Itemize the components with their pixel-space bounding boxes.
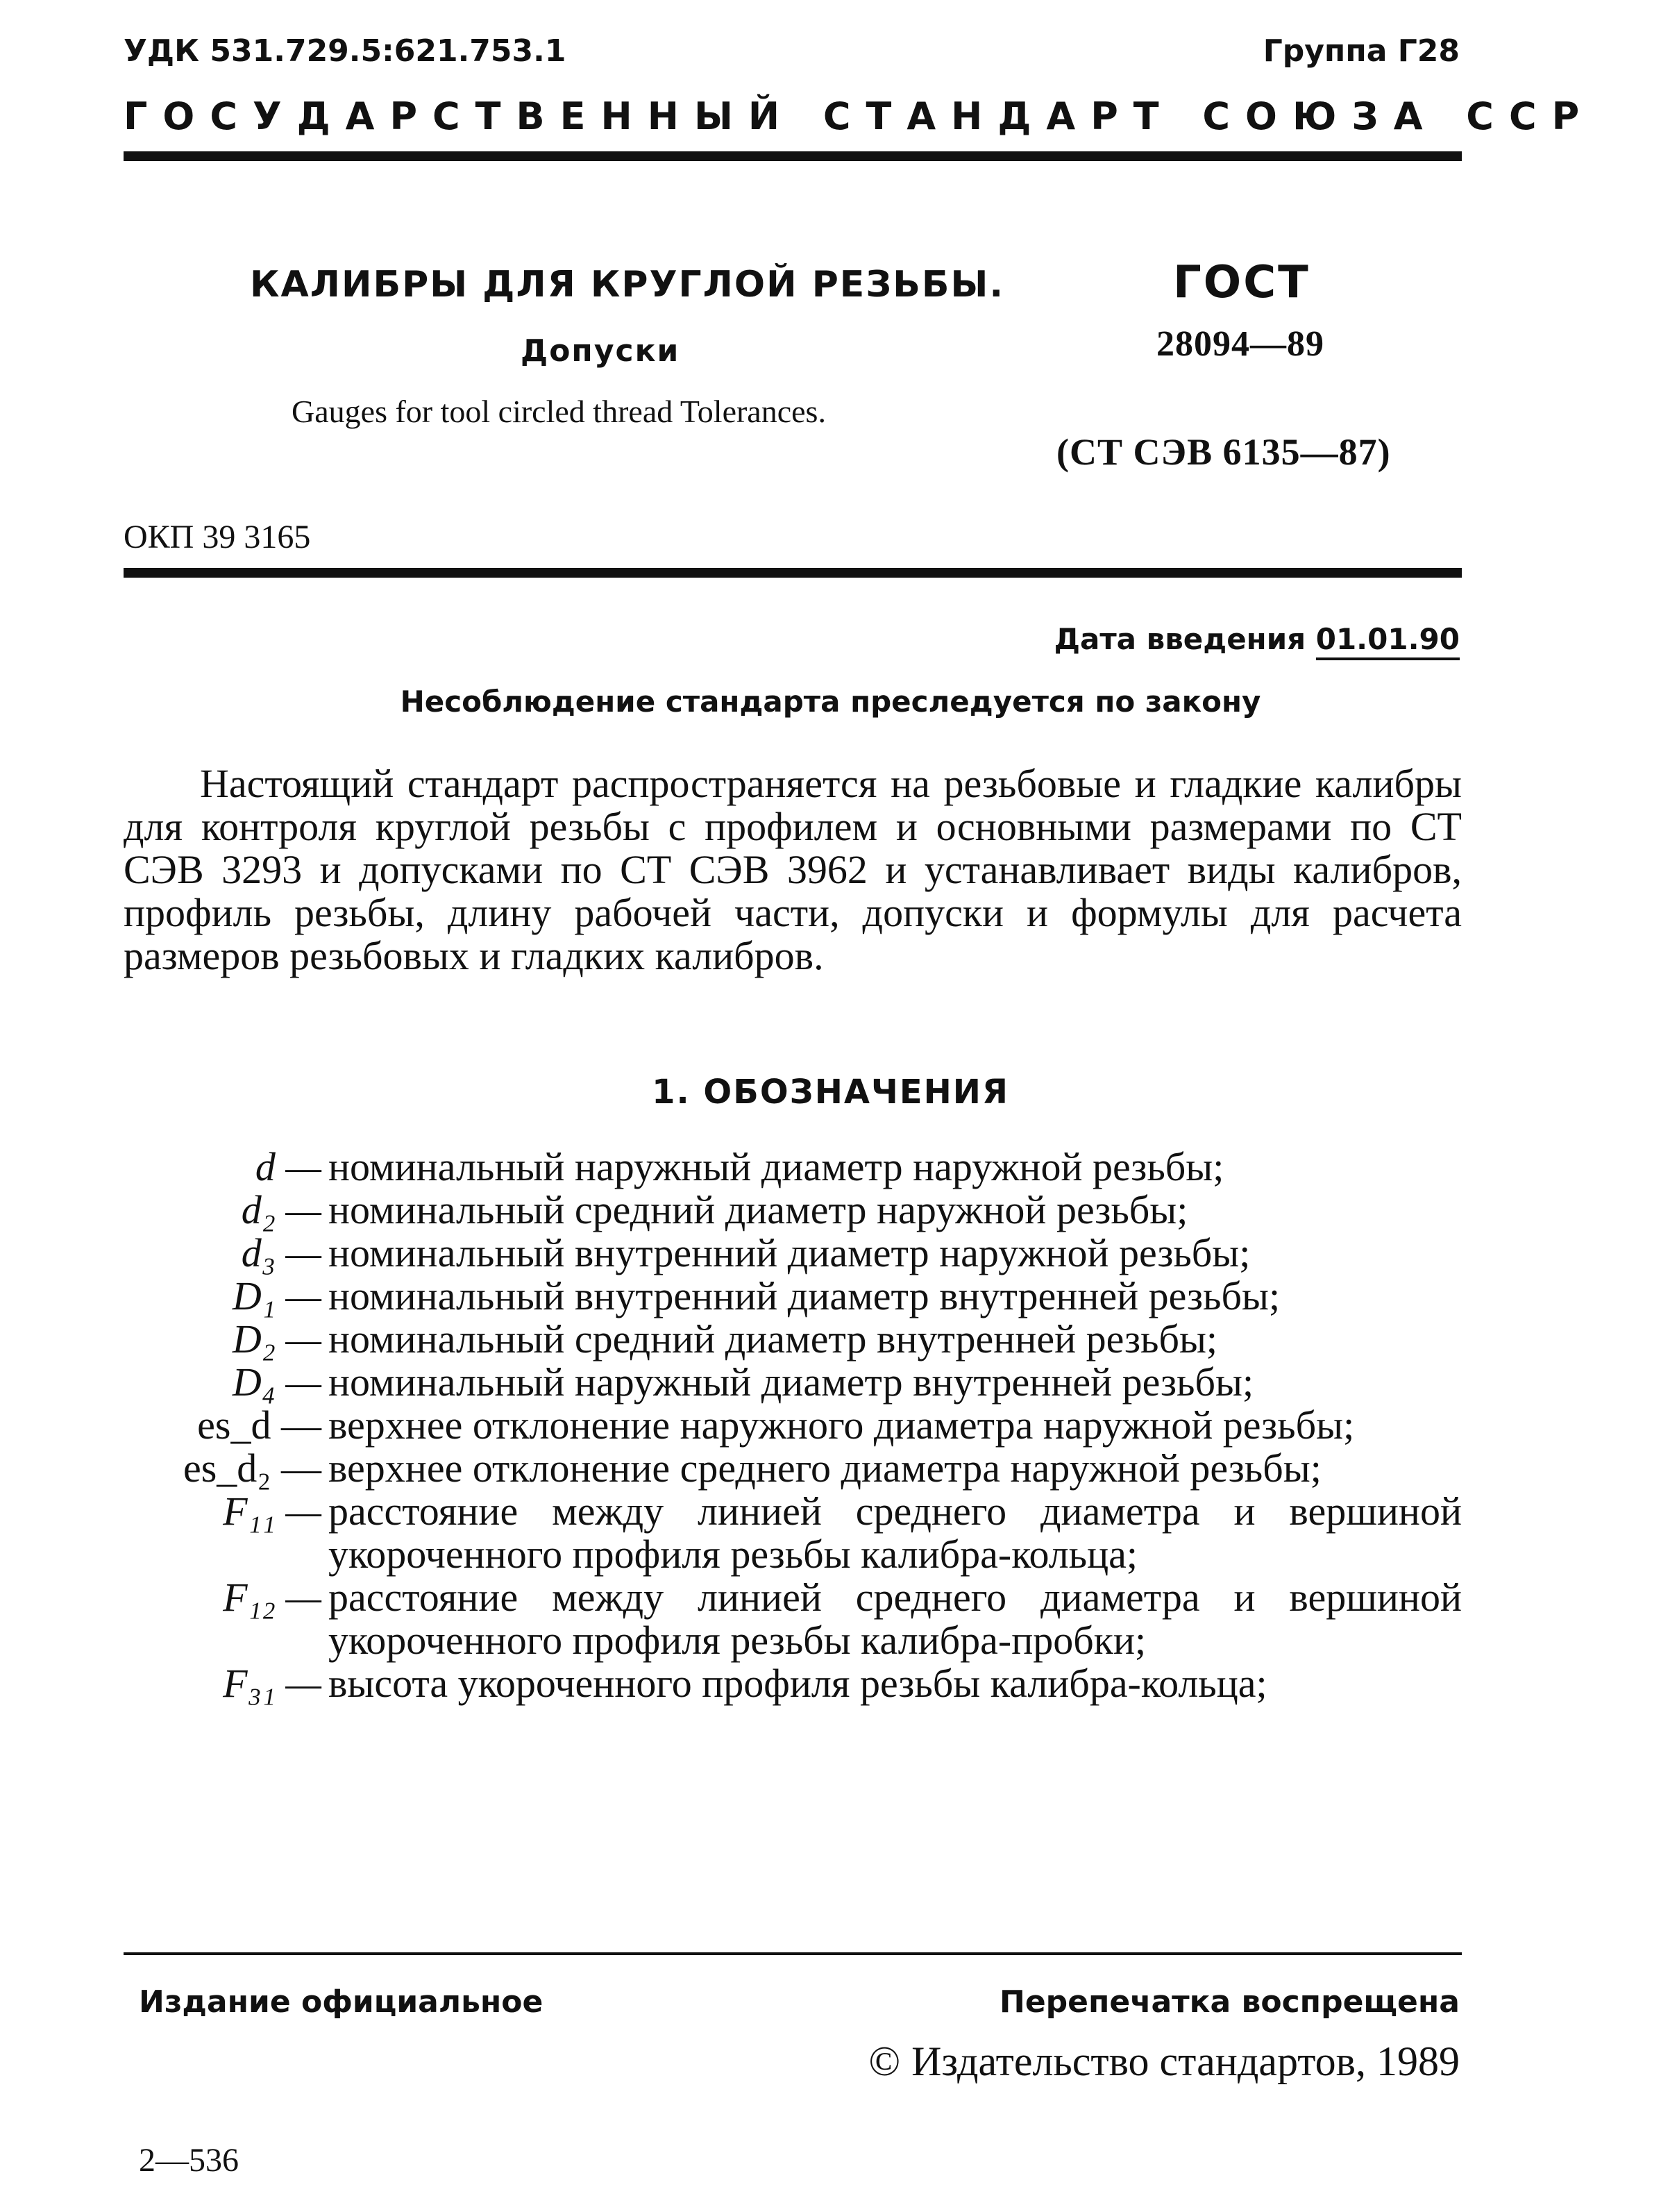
state-standard-heading: ГОСУДАРСТВЕННЫЙ СТАНДАРТ СОЮЗА ССР xyxy=(124,94,1595,138)
definition-symbol: d — xyxy=(255,1144,321,1189)
definition-symbol: D₄ — xyxy=(232,1359,321,1405)
document-subtitle: Допуски xyxy=(521,333,680,369)
date-value: 01.01.90 xyxy=(1316,622,1460,660)
definition-item xyxy=(124,1662,1462,1705)
definition-text: расстояние между линией среднего диаметра и вершиной укороченного профиля резьбы калибра-кольца; xyxy=(328,1489,1462,1577)
copyright-line xyxy=(868,2038,1460,2086)
definition-symbol: D₂ — xyxy=(232,1316,321,1361)
definition-item xyxy=(124,1232,1462,1275)
english-title: Gauges for tool circled thread Tolerances. xyxy=(292,394,826,429)
definition-text: номинальный наружный диаметр наружной резьбы; xyxy=(328,1144,1224,1189)
top-rule xyxy=(124,151,1462,161)
definition-item xyxy=(124,1490,1462,1576)
definition-item xyxy=(124,1404,1462,1447)
st-sev-number: (СТ СЭВ 6135—87) xyxy=(1056,431,1391,473)
definition-text: номинальный средний диаметр внутренней резьбы; xyxy=(328,1316,1218,1361)
document-title: КАЛИБРЫ ДЛЯ КРУГЛОЙ РЕЗЬБЫ. xyxy=(250,264,1005,305)
definition-symbol: d₃ — xyxy=(241,1230,321,1275)
footer-rule xyxy=(124,1952,1462,1955)
gost-label: ГОСТ xyxy=(1173,257,1310,308)
definition-text: верхнее отклонение наружного диаметра наружной резьбы; xyxy=(328,1402,1355,1448)
definition-item xyxy=(124,1275,1462,1318)
definition-item xyxy=(124,1146,1462,1189)
definition-symbol: F₁₁ — xyxy=(223,1489,321,1534)
definition-text: номинальный внутренний диаметр наружной резьбы; xyxy=(328,1230,1251,1275)
page-code: 2—536 xyxy=(139,2142,239,2179)
definition-item xyxy=(124,1447,1462,1490)
definition-text: расстояние между линией среднего диаметра и вершиной укороченного профиля резьбы калибра-пробки; xyxy=(328,1575,1462,1663)
definition-text: верхнее отклонение среднего диаметра наружной резьбы; xyxy=(328,1446,1322,1491)
definition-text: номинальный внутренний диаметр внутренней резьбы; xyxy=(328,1273,1281,1318)
introduction-date xyxy=(1054,622,1460,656)
copyright-text: Издательство стандартов, 1989 xyxy=(911,2038,1460,2084)
okp-code: ОКП 39 3165 xyxy=(124,519,311,555)
legal-notice: Несоблюдение стандарта преследуется по закону xyxy=(400,685,1261,719)
definition-item xyxy=(124,1361,1462,1404)
definition-symbol: D₁ — xyxy=(232,1273,321,1318)
definition-item xyxy=(124,1189,1462,1232)
definition-symbol: F₃₁ — xyxy=(223,1661,321,1706)
group-code: Группа Г28 xyxy=(1263,33,1460,69)
definition-text: номинальный наружный диаметр внутренней резьбы; xyxy=(328,1359,1254,1405)
definitions-list xyxy=(124,1146,1462,1705)
definition-symbol: d₂ — xyxy=(241,1187,321,1232)
definition-symbol: es_d — xyxy=(197,1402,321,1448)
copyright-icon: © xyxy=(868,2038,901,2084)
edition-note: Издание официальное xyxy=(139,1984,543,2020)
definition-symbol: F₁₂ — xyxy=(223,1575,321,1620)
definition-text: номинальный средний диаметр наружной резьбы; xyxy=(328,1187,1188,1232)
gost-number: 28094—89 xyxy=(1156,324,1324,364)
date-label: Дата введения xyxy=(1054,622,1306,656)
definition-item xyxy=(124,1576,1462,1662)
udk-code: УДК 531.729.5:621.753.1 xyxy=(124,33,566,69)
section-title: 1. ОБОЗНАЧЕНИЯ xyxy=(652,1073,1009,1112)
definition-symbol: es_d₂ — xyxy=(183,1446,321,1491)
intro-paragraph: Настоящий стандарт распространяется на резьбовые и гладкие калибры для контроля круглой резьбы с профилем и основными размерами по СТ СЭВ 3293 и допусками по СТ СЭВ 3962 и устанавливает виды калибров, профиль резьбы, длину рабочей части, допуски и формулы для расчета размеров резьбовых и гладких калибров. xyxy=(124,761,1462,978)
definition-item xyxy=(124,1318,1462,1361)
definition-text: высота укороченного профиля резьбы калибра-кольца; xyxy=(328,1661,1267,1706)
header-bottom-rule xyxy=(124,568,1462,578)
reprint-note: Перепечатка воспрещена xyxy=(1000,1984,1460,2020)
